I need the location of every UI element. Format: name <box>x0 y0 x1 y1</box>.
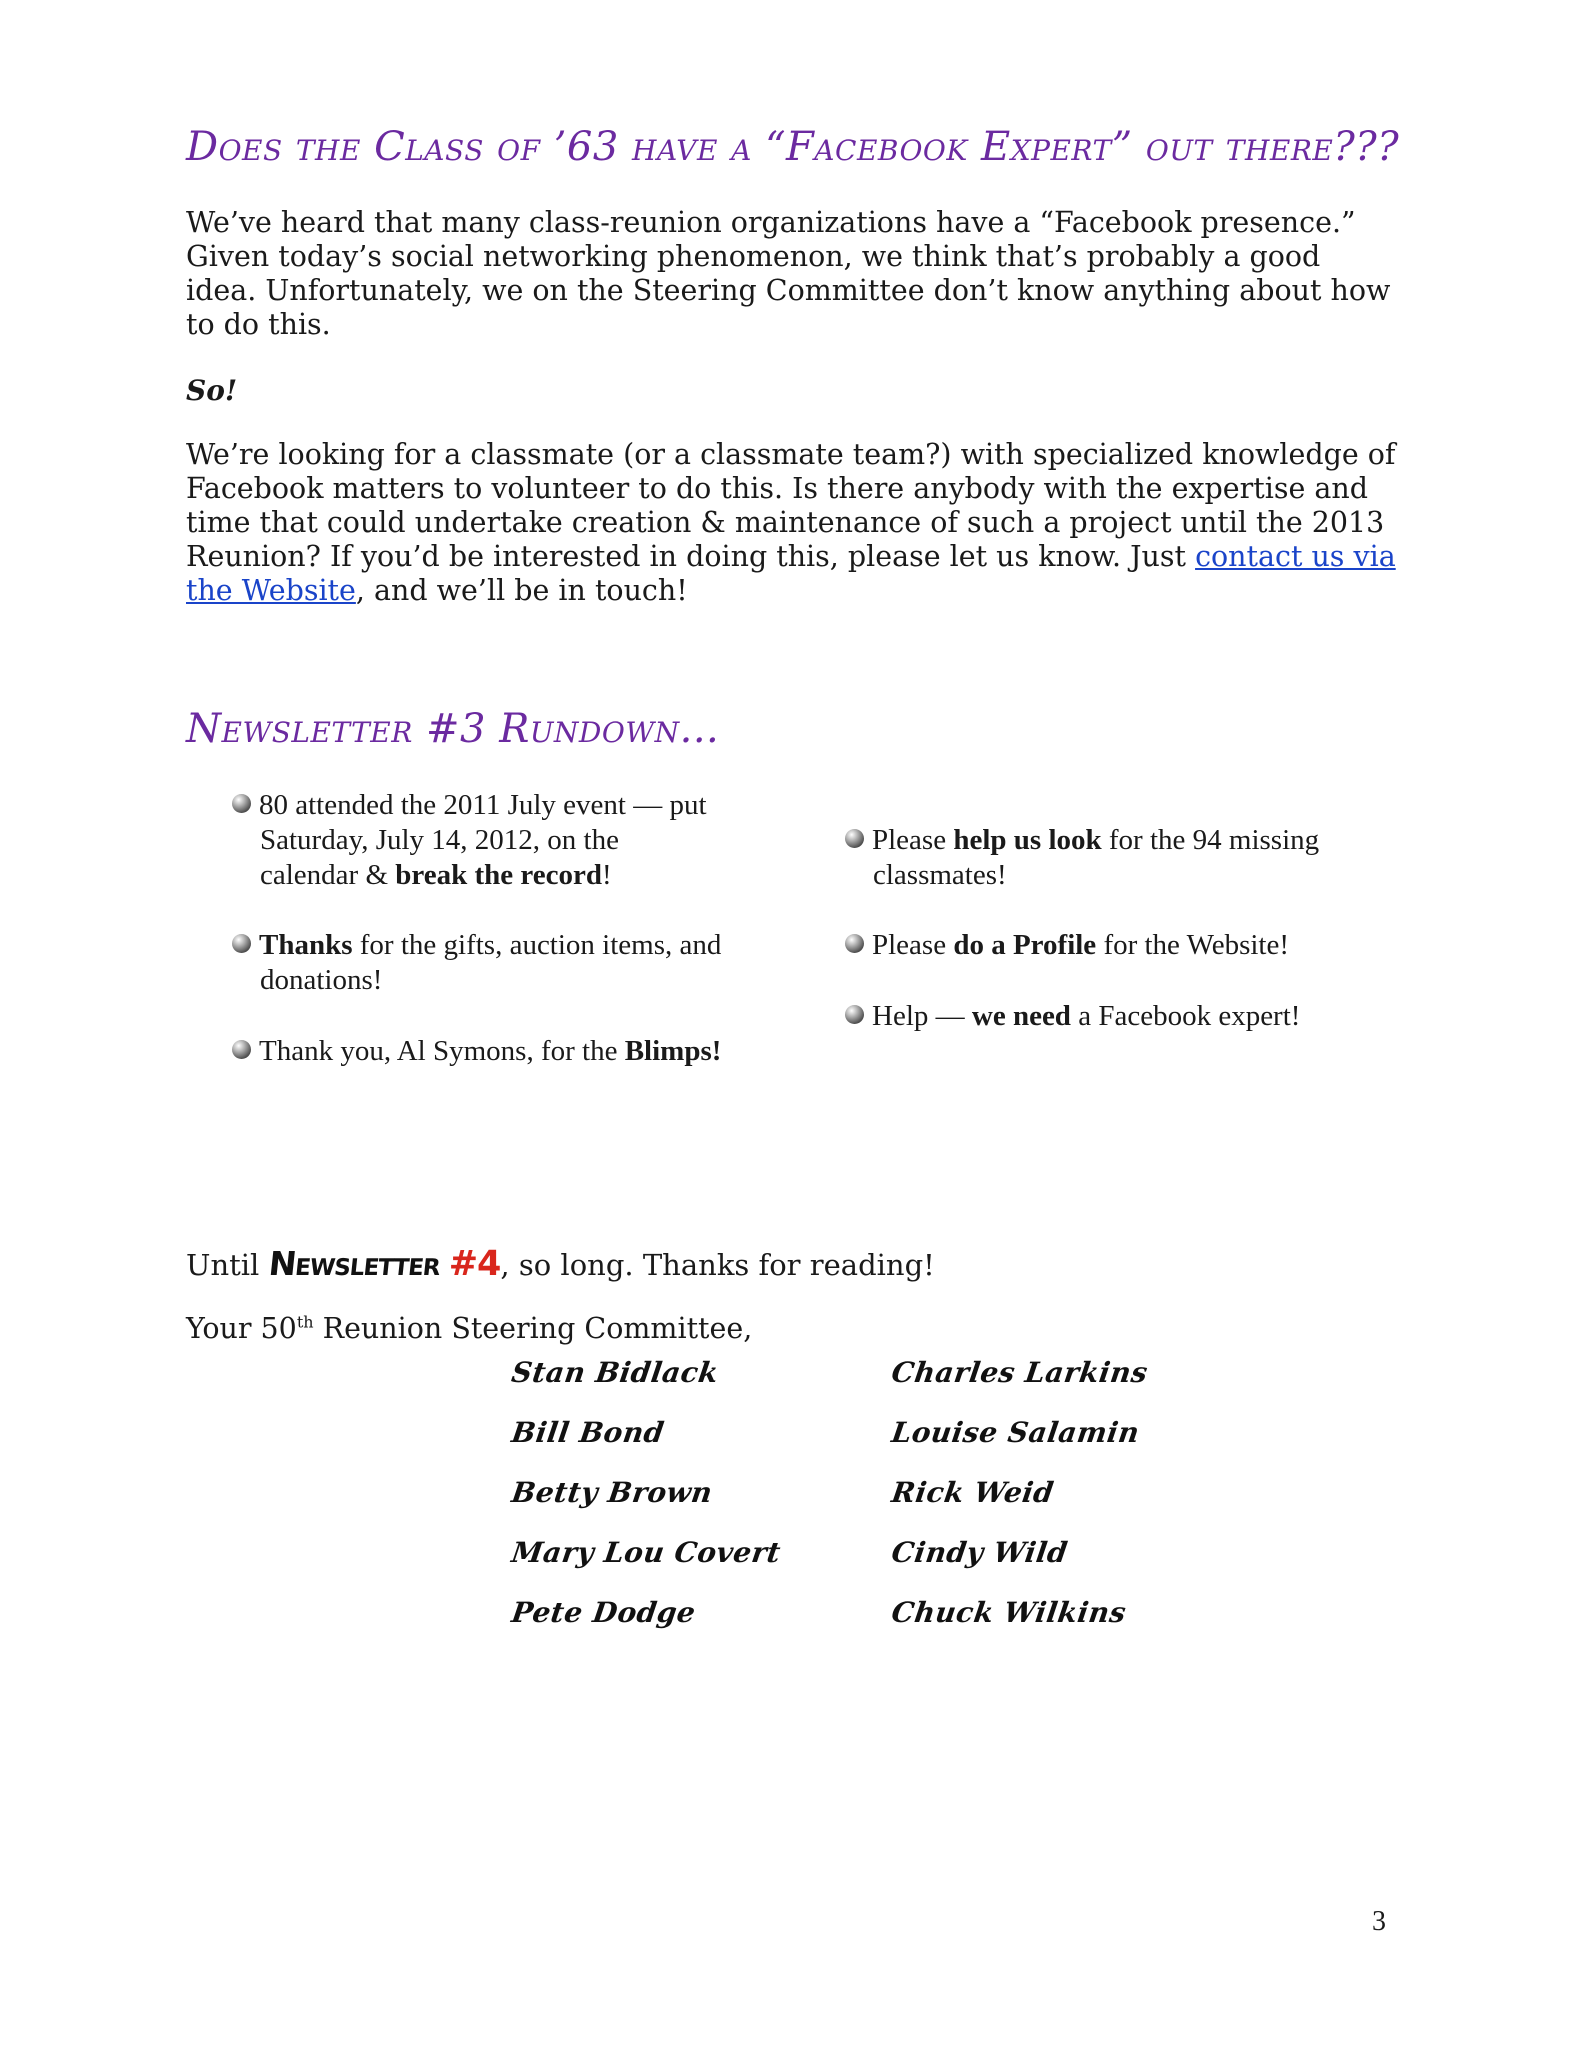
list-item: Please help us look for the 94 missing classmates! <box>845 823 1319 893</box>
volunteer-text-after-link: , and we’ll be in touch! <box>355 574 688 607</box>
bullet-icon <box>232 1040 251 1059</box>
facebook-presence-paragraph: We’ve heard that many class-reunion organizations have a “Facebook presence.” Given today’s social networking phenomenon, we think that’s probably a good idea. Unfortunately, we on the Steering Committee don’t know anything about how to do this. <box>186 206 1391 341</box>
committee-signature: Pete Dodge <box>509 1596 698 1629</box>
volunteer-request-paragraph <box>186 438 1396 608</box>
list-item: Help — we need a Facebook expert! <box>845 999 1300 1034</box>
bullet-icon <box>845 829 864 848</box>
facebook-expert-heading: Does the Class of ’63 have a “Facebook Expert” out there??? <box>186 124 1400 170</box>
committee-names-right <box>889 1356 1150 1656</box>
committee-signature: Rick Weid <box>889 1476 1057 1509</box>
committee-signature: Mary Lou Covert <box>509 1536 783 1569</box>
page-number: 3 <box>1372 1906 1386 1937</box>
contact-website-link[interactable]: contact us via the Website <box>186 540 1396 607</box>
committee-signature: Cindy Wild <box>889 1536 1070 1569</box>
newsletter-rundown-heading: Newsletter #3 Rundown... <box>186 706 720 752</box>
committee-signature: Chuck Wilkins <box>889 1596 1129 1629</box>
newsletter-word: Newsletter <box>266 1244 442 1283</box>
committee-names-left <box>509 1356 783 1656</box>
closing-line: Until Newsletter #4, so long. Thanks for reading! <box>186 1244 935 1284</box>
bullet-icon <box>232 794 251 813</box>
committee-signature: Betty Brown <box>509 1476 715 1509</box>
committee-signature: Charles Larkins <box>889 1356 1150 1389</box>
committee-signature: Louise Salamin <box>889 1416 1142 1449</box>
bullet-icon <box>232 934 251 953</box>
list-item: Please do a Profile for the Website! <box>845 928 1289 963</box>
committee-signature: Bill Bond <box>509 1416 667 1449</box>
list-item: Thanks for the gifts, auction items, and donations! <box>232 928 721 998</box>
newsletter-number: #4 <box>448 1244 501 1284</box>
bullet-icon <box>845 934 864 953</box>
list-item: Thank you, Al Symons, for the Blimps! <box>232 1034 721 1069</box>
list-item: 80 attended the 2011 July event — put Saturday, July 14, 2012, on the calendar & break the record! <box>232 788 707 893</box>
volunteer-text-before-link: We’re looking for a classmate (or a classmate team?) with specialized knowledge of Facebook matters to volunteer to do this. Is there anybody with the expertise and time that could undertake creation & maintenance of such a project until the 2013 Reunion? If you’d be interested in doing this, please let us know. Just <box>186 438 1396 573</box>
signoff-line: Your 50th Reunion Steering Committee, <box>186 1312 753 1345</box>
committee-signature: Stan Bidlack <box>509 1356 721 1389</box>
so-exclamation: So! <box>186 374 238 407</box>
bullet-icon <box>845 1005 864 1024</box>
